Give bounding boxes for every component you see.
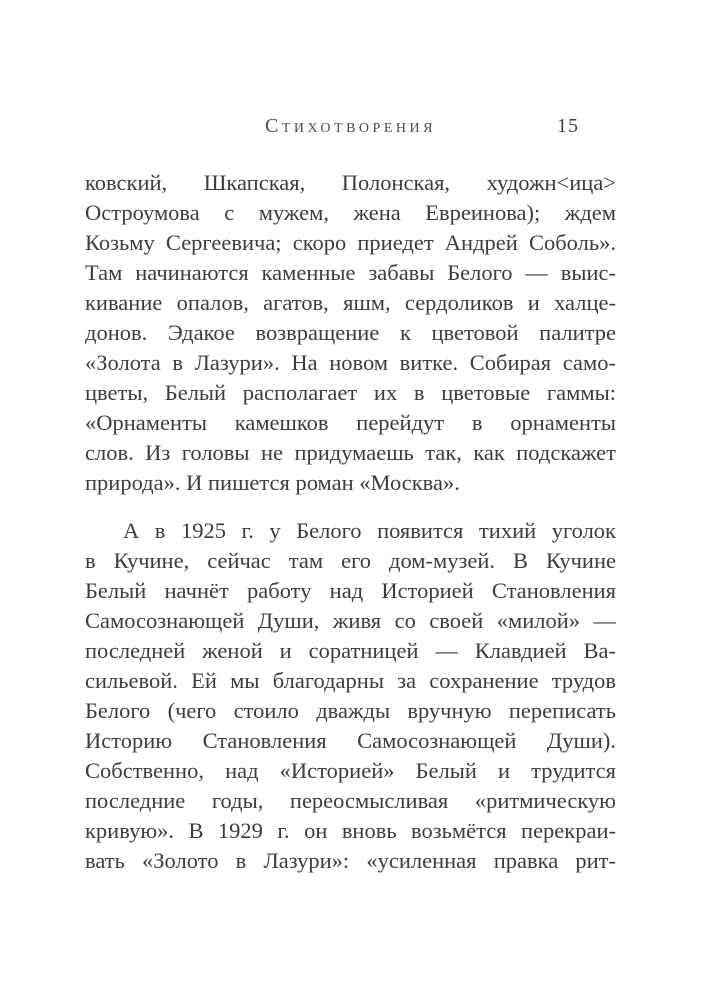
text-line: последние годы, переосмысливая «ритмическую: [85, 788, 616, 813]
text-line: Историю Становления Самосознающей Души).: [85, 728, 616, 753]
text-line: сильевой. Ей мы благодарны за сохранение трудов: [85, 668, 616, 693]
text-line: Самосознающей Души, живя со своей «милой» —: [85, 608, 616, 633]
paragraph: [85, 516, 616, 876]
text-line: слов. Из головы не придумаешь так, как подскажет: [85, 440, 616, 465]
text-line: ковский, Шкапская, Полонская, художн<ица>: [85, 170, 616, 195]
text-line: Белого (чего стоило дважды вручную переписать: [85, 698, 616, 723]
page-number: 15: [557, 115, 579, 137]
text-line: Там начинаются каменные забавы Белого — выис-: [85, 260, 616, 285]
text-line: «Золота в Лазури». На новом витке. Собирая само-: [85, 350, 616, 375]
text-line: цветы, Белый располагает их в цветовые гаммы:: [85, 380, 616, 405]
text-line: последней женой и соратницей — Клавдией Ва-: [85, 638, 616, 663]
text-line: кивание опалов, агатов, яшм, сердоликов и халце-: [85, 290, 616, 315]
body-text: [85, 168, 616, 876]
page-header: [85, 114, 616, 138]
text-line: вать «Золото в Лазури»: «усиленная правка рит-: [85, 848, 616, 873]
text-line: природа». И пишется роман «Москва».: [85, 470, 460, 495]
text-line: Козьму Сергеевича; скоро приедет Андрей Соболь».: [85, 230, 616, 255]
text-line: Собственно, над «Историей» Белый и трудится: [85, 758, 616, 783]
text-line: кривую». В 1929 г. он вновь возьмётся перекраи-: [85, 818, 616, 843]
text-line: «Орнаменты камешков перейдут в орнаменты: [85, 410, 616, 435]
running-title: Стихотворения: [265, 115, 436, 137]
text-line: Белый начнёт работу над Историей Становления: [85, 578, 616, 603]
text-line: Остроумова с мужем, жена Евреинова); ждем: [85, 200, 616, 225]
text-line: донов. Эдакое возвращение к цветовой палитре: [85, 320, 616, 345]
text-line: А в 1925 г. у Белого появится тихий уголок: [123, 518, 616, 543]
text-line: в Кучине, сейчас там его дом-музей. В Кучине: [85, 548, 616, 573]
paragraph: [85, 168, 616, 498]
